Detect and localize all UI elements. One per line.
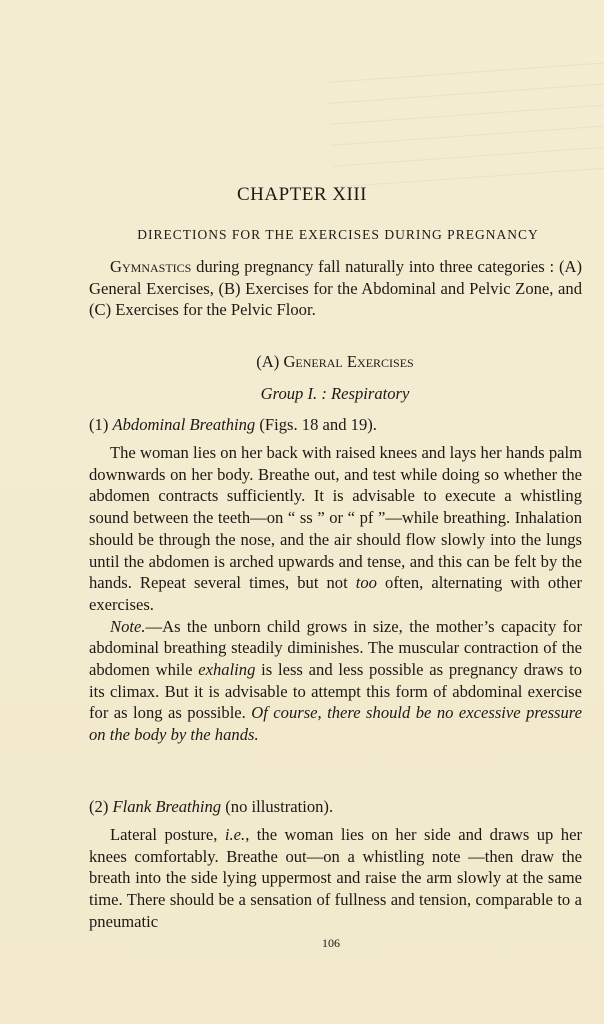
exercise-2-text-b: , the woman lies on her side and draws up her knees comfortably. Breathe out—on a whistling note —then draw the breath into the side lying uppermost and raise the arm slowly at the same time. There should be a sensation of fullness and tension, comparable to a pneumatic <box>89 825 582 931</box>
note-italic-sentence: Of course, there should be no excessive pressure on the body by the hands. <box>89 703 582 745</box>
exercise-2-body <box>89 824 582 933</box>
chapter-title: CHAPTER XIII <box>236 184 368 205</box>
note-label: Note. <box>110 616 146 636</box>
note-text-a: —As the unborn child grows in size, the mother’s capacity for abdominal breathing steadily diminishes. The muscular contraction of the abdomen while <box>89 616 582 680</box>
exercise-2-name: Flank Breathing <box>112 797 222 816</box>
note-emphasis: exhaling <box>198 660 256 680</box>
section-prefix: (A) <box>256 352 284 371</box>
section-heading <box>0 352 604 372</box>
exercise-1-text-a: The woman lies on her back with raised knees and lays her hands palm downwards on her body. Breathe out, and test while doing so whether the abdomen contracts sufficiently. It is advisable to execute a whistling sound between the teeth—on “ ss ” or “ pf ”—while breathing. Inhalation should be through the nose, and the air should flow slowly into the lungs until the abdomen is arched upwards and tense, and this can be felt by the hands. Repeat several times, but not <box>89 443 582 593</box>
show-through-text <box>326 48 604 187</box>
intro-paragraph <box>89 256 582 321</box>
exercise-1-emphasis: too <box>355 573 377 593</box>
exercise-1-text-b: often, alternating with other exercises. <box>89 573 582 614</box>
exercise-2-number: (2) <box>89 797 113 816</box>
exercise-2-text-a: Lateral posture, <box>110 825 225 844</box>
exercise-1-suffix: (Figs. 18 and 19). <box>255 415 377 434</box>
note-text-b: is less and less possible as pregnancy draws to its climax. But it is advisable to attempt this form of abdominal exercise for as long as possible. <box>89 660 583 723</box>
group-heading: Group I. : Respiratory <box>260 384 410 403</box>
exercise-2-paragraph <box>89 824 582 933</box>
exercise-2-emphasis: i.e. <box>224 825 246 844</box>
intro-lead-word: Gymnastics <box>110 257 192 276</box>
chapter-subtitle: DIRECTIONS FOR THE EXERCISES DURING PREGNANCY <box>137 227 539 242</box>
exercise-1-number: (1) <box>89 415 113 434</box>
exercise-1-paragraph <box>89 442 582 616</box>
exercise-1-heading <box>89 414 582 436</box>
exercise-1-body <box>89 442 582 746</box>
section-title: General Exercises <box>283 352 414 371</box>
exercise-1-name: Abdominal Breathing <box>112 415 256 434</box>
note-paragraph <box>89 616 582 746</box>
exercise-2-suffix: (no illustration). <box>221 797 334 816</box>
page-number: 106 <box>322 936 340 950</box>
exercise-2-heading <box>89 796 582 818</box>
intro-text: during pregnancy fall naturally into three categories : (A) General Exercises, (B) Exercises for the Abdominal and Pelvic Zone, and (C) Exercises for the Pelvic Floor. <box>89 257 582 320</box>
